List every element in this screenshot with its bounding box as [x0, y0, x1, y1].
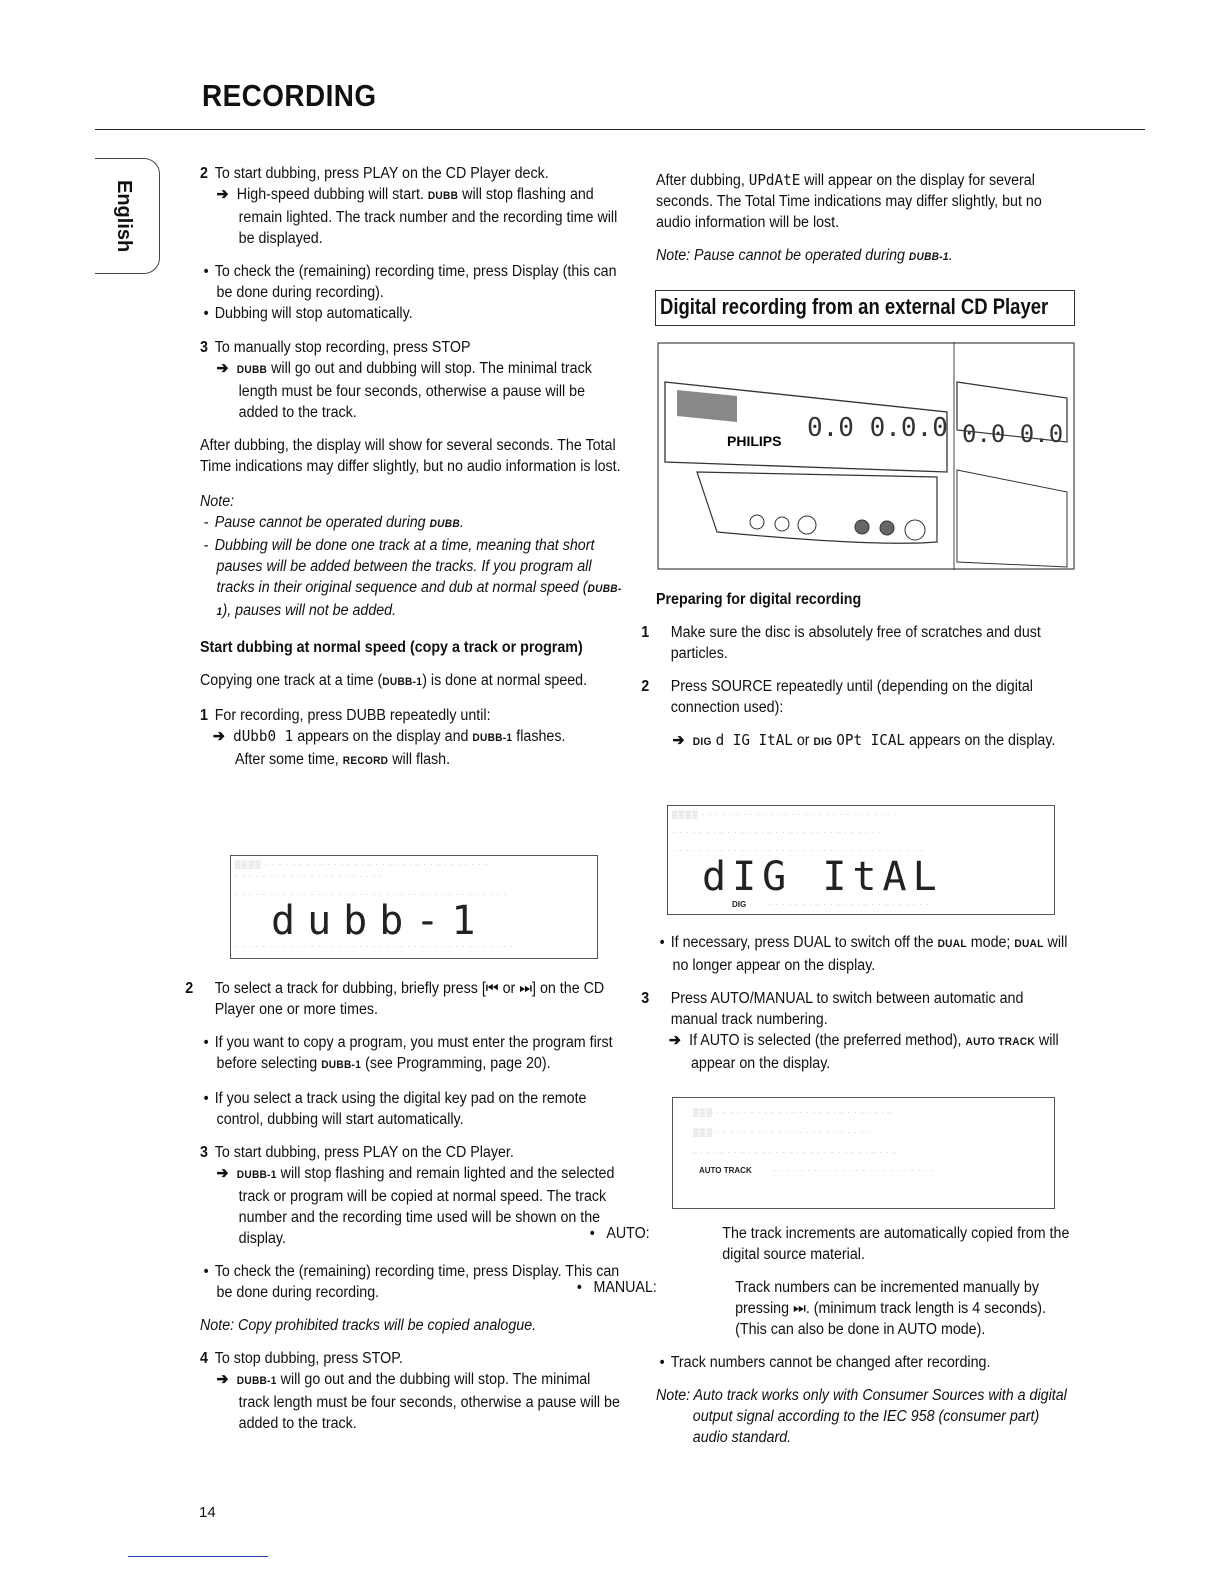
device-brand: PHILIPS	[727, 433, 782, 449]
cd-player-illustration	[657, 342, 1075, 570]
note-item-2: - Dubbing will be done one track at a time, meaning that short pauses will be added between the tracks. If you program all tracks in their original sequence and dub at normal speed (DUBB-1), pauses will not be added.	[203, 537, 622, 619]
digital-segment-readout: dIG ItAL	[702, 854, 943, 900]
bullet-dual: • If necessary, press DUAL to switch off the DUAL mode; DUAL will no longer appear on the display.	[659, 934, 1068, 974]
dubb-1-display-panel: ▒▒▒▒ · · · · · · · · · · · · · · · · · · · · · · · · · · · · · · · · · · · · · · · · · · · · · · · · · · · · · · · · · · · · · · · · · · · · · · · · · · · · · · · · · · · · · · · · · · · · · · · dubb-1 · · · · · · · · · · · · · · · · · · · · · · · · · · · · · · · · · · · · · · · · ·	[230, 855, 598, 959]
svg-text:0.0 0.0.0: 0.0 0.0.0	[807, 413, 948, 443]
svg-text:0.0 0.0: 0.0 0.0	[962, 420, 1064, 448]
prep-step-3-result: ➔ If AUTO is selected (the preferred method), AUTO TRACK will appear on the display.	[668, 1032, 1059, 1072]
step-2-deck: 2 To start dubbing, press PLAY on the CD Player deck.	[200, 165, 549, 182]
dubb-1-segment-readout: dubb-1	[271, 898, 488, 944]
section-heading-box	[655, 290, 1075, 326]
language-tab-label: English	[113, 180, 135, 253]
left-column	[200, 163, 625, 772]
normal-step-2: 2 To select a track for dubbing, briefly press [⏮ or ⏭] on the CD Player one or more times.	[185, 980, 605, 1018]
manual-mode-description: • MANUAL: Track numbers can be incremented manually by pressing ⏭. (minimum track length is 4 seconds).	[576, 1279, 1046, 1317]
digital-display-panel: ▒▒▒▒ · · · · · · · · · · · · · · · · · · · · · · · · · · · · · · · · · · · · · · · · · · · · · · · · · · · · · · · · · · · · · · · · · · · · · · · · · · · · · · · · · · · · · · · · · · · · · · · · · dIG ItAL DIG · · · · · · · · · · · · · · · · · · · · · · · ·	[667, 805, 1055, 915]
bullet-check-time-2: • To check the (remaining) recording time, press Display. This can be done during recording.	[203, 1263, 620, 1301]
footer-rule	[128, 1556, 268, 1557]
normal-step-4: 4 To stop dubbing, press STOP.	[200, 1350, 403, 1367]
note-label: Note:	[200, 493, 235, 510]
normal-step-3-result: ➔ DUBB-1 will stop flashing and remain lighted and the selected track or program will be copied at normal speed. The track number and the recording time used will be shown on the display.	[216, 1165, 615, 1247]
note-item-1: - Pause cannot be operated during DUBB.	[203, 514, 464, 531]
bullet-check-time: • To check the (remaining) recording time, press Display (this can be done during recording).	[203, 263, 617, 301]
normal-step-4-result: ➔ DUBB-1 will go out and the dubbing will stop. The minimal track length must be four seconds, otherwise a pause will be added to the track.	[216, 1371, 620, 1432]
prep-step-2-result: ➔ DIG d IG ItAL or DIG OPt ICAL appears on the display.	[672, 731, 1056, 749]
arrow-icon: ➔	[216, 186, 229, 203]
normal-speed-heading: Start dubbing at normal speed (copy a track or program)	[200, 639, 583, 656]
right-column-mid	[641, 932, 1072, 1074]
normal-step-1-after: After some time, RECORD will flash.	[234, 751, 451, 768]
right-column-bottom	[576, 1223, 1072, 1448]
normal-step-3: 3 To start dubbing, press PLAY on the CD Player.	[200, 1144, 514, 1161]
after-dubbing-update: After dubbing, UPdAtE will appear on the display for several seconds. The Total Time indications may differ slightly, but no audio information will be lost.	[656, 171, 1042, 231]
bullet-program: • If you want to copy a program, you must enter the program first before selecting DUBB-1 (see Programming, page 20).	[203, 1034, 613, 1072]
prep-step-1: 1 Make sure the disc is absolutely free of scratches and dust particles.	[641, 624, 1041, 662]
prep-step-3: 3 Press AUTO/MANUAL to switch between automatic and manual track numbering.	[641, 990, 1024, 1028]
normal-step-1-result: ➔ dUbb0 1 appears on the display and DUBB-1 flashes.	[212, 727, 566, 745]
step-2-result: ➔ High-speed dubbing will start. DUBB will stop flashing and remain lighted. The track number and the recording time will be displayed.	[216, 186, 618, 247]
bullet-remote: • If you select a track using the digital key pad on the remote control, dubbing will start automatically.	[203, 1090, 587, 1128]
auto-track-display-panel: ▒▒▒ · · · · · · · · · · · · · · · · · · · · · · · · · · ▒▒▒ · · · · · · · · · · · · · · · · · · · · · · · · · · · · · · · · · · · · · · · · · · · · · · · · · · · · · AUTO TRACK · · · · · · · · · · · · · · · · · · · · · · · ·	[672, 1097, 1055, 1209]
right-column-prep	[641, 589, 1072, 753]
auto-mode-description: • AUTO: The track increments are automatically copied from the digital source material.	[589, 1225, 1070, 1263]
note-auto-track: Note: Auto track works only with Consumer Sources with a digital output signal according to the IEC 958 (consumer part) audio standard.	[656, 1387, 1067, 1446]
page-title: RECORDING	[202, 78, 377, 113]
right-column-top	[656, 170, 1072, 268]
left-column-lower	[185, 978, 625, 1434]
section-heading: Digital recording from an external CD Player	[660, 294, 1049, 319]
bullet-auto-stop: • Dubbing will stop automatically.	[203, 305, 413, 322]
normal-step-1: 1 For recording, press DUBB repeatedly until:	[200, 707, 491, 724]
header-rule	[95, 129, 1145, 130]
dig-indicator: DIG	[732, 900, 747, 909]
note-copy-prohibited: Note: Copy prohibited tracks will be copied analogue.	[200, 1317, 537, 1334]
prep-step-2: 2 Press SOURCE repeatedly until (depending on the digital connection used):	[641, 678, 1033, 716]
prep-heading: Preparing for digital recording	[656, 591, 862, 608]
step-3-result: ➔ DUBB will go out and dubbing will stop. The minimal track length must be four seconds, otherwise a pause will be added to the track.	[216, 360, 592, 421]
note-pause-dubb-1: Note: Pause cannot be operated during DUBB-1.	[656, 247, 953, 264]
auto-track-indicator: AUTO TRACK	[699, 1166, 752, 1175]
manual-mode-note: (This can also be done in AUTO mode).	[735, 1321, 986, 1338]
after-dubbing-text: After dubbing, the display will show for several seconds. The Total Time indications may differ slightly, but no audio information is lost.	[200, 437, 621, 475]
copy-one-track: Copying one track at a time (DUBB-1) is done at normal speed.	[200, 672, 588, 689]
page-number: 14	[199, 1504, 216, 1521]
bullet-track-numbers: • Track numbers cannot be changed after recording.	[659, 1354, 991, 1371]
step-3-stop: 3 To manually stop recording, press STOP	[200, 339, 471, 356]
